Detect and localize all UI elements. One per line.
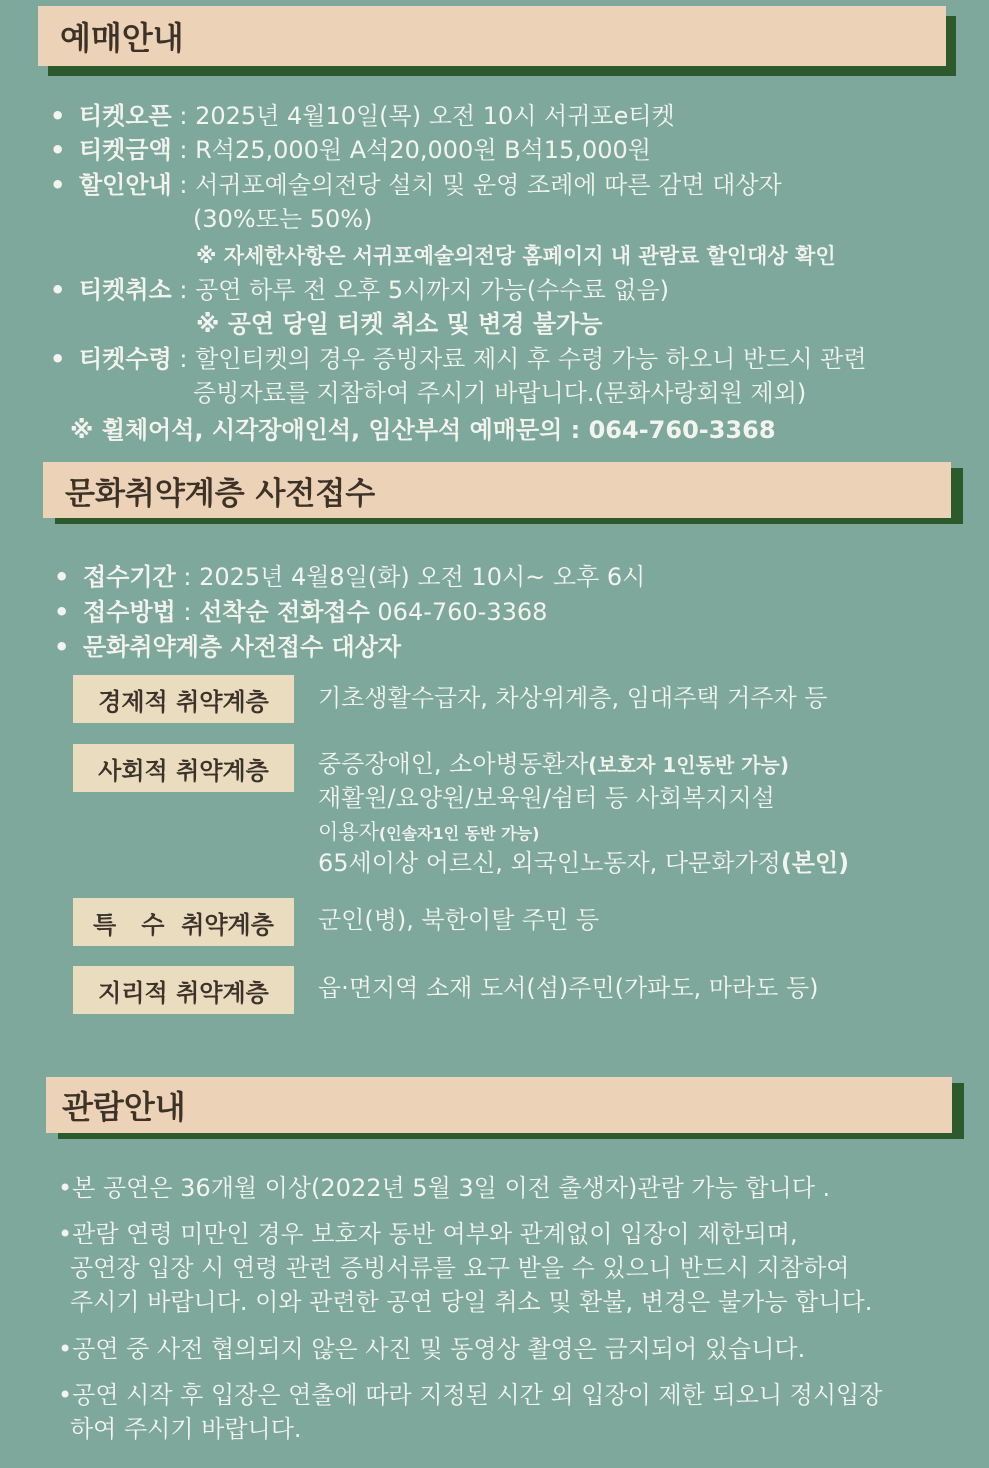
label: 접수방법 bbox=[82, 598, 176, 626]
desc-note: (인솔자1인 동반 가능) bbox=[378, 824, 540, 843]
label: 티켓오픈 bbox=[78, 102, 172, 130]
period-line bbox=[54, 560, 645, 594]
desc-note: (보호자 1인동반 가능) bbox=[588, 753, 789, 777]
section-header-ticketing bbox=[38, 6, 946, 66]
phone: 064-760-3368 bbox=[377, 598, 548, 626]
ticket-price-line bbox=[50, 133, 651, 167]
viewing-item-4: •공연 시작 후 입장은 연출에 따라 지정된 시간 외 입장이 제한 되오니 정시입장 bbox=[58, 1381, 883, 1409]
category-tag-geographic: 지리적 취약계층 bbox=[73, 966, 294, 1014]
special-seat-note: ※ 휠체어석, 시각장애인석, 임산부석 예매문의 : 064-760-3368 bbox=[70, 416, 776, 444]
value: : 2025년 4월10일(목) 오전 10시 서귀포e티켓 bbox=[179, 102, 675, 130]
value: : 2025년 4월8일(화) 오전 10시~ 오후 6시 bbox=[183, 563, 646, 591]
discount-line-2: (30%또는 50%) bbox=[193, 205, 373, 233]
category-desc-special: 군인(병), 북한이탈 주민 등 bbox=[318, 906, 600, 934]
bullet: • bbox=[54, 633, 70, 661]
ticket-open-line bbox=[50, 99, 675, 133]
bullet: • bbox=[50, 136, 66, 164]
viewing-item-2: •관람 연령 미만인 경우 보호자 동반 여부와 관계없이 입장이 제한되며, bbox=[58, 1220, 798, 1248]
section-title: 문화취약계층 사전접수 bbox=[65, 475, 376, 512]
value: : 할인티켓의 경우 증빙자료 제시 후 수령 가능 하오니 반드시 관련 bbox=[179, 345, 867, 373]
label: 티켓수령 bbox=[78, 345, 172, 373]
viewing-item-2-cont: 주시기 바랍니다. 이와 관련한 공연 당일 취소 및 환불, 변경은 불가능 합니다. bbox=[70, 1288, 873, 1316]
label: 티켓금액 bbox=[78, 136, 172, 164]
label: 티켓취소 bbox=[78, 276, 172, 304]
value: 선착순 전화접수 bbox=[199, 598, 370, 626]
category-desc-social-3 bbox=[318, 816, 539, 850]
method-line bbox=[54, 595, 547, 629]
label: 할인안내 bbox=[78, 171, 172, 199]
category-tag-special: 특 수 취약계층 bbox=[73, 898, 294, 946]
bullet: • bbox=[50, 171, 66, 199]
bullet: • bbox=[50, 345, 66, 373]
category-desc-economic: 기초생활수급자, 차상위계층, 임대주택 거주자 등 bbox=[318, 684, 828, 712]
receive-line-2: 증빙자료를 지참하여 주시기 바랍니다.(문화사랑회원 제외) bbox=[193, 379, 807, 407]
category-tag-social: 사회적 취약계층 bbox=[73, 744, 294, 792]
desc-text: 이용자 bbox=[318, 820, 379, 844]
value: : 공연 하루 전 오후 5시까지 가능(수수료 없음) bbox=[179, 276, 669, 304]
section-header-viewing bbox=[46, 1077, 952, 1133]
discount-note: ※ 자세한사항은 서귀포예술의전당 홈페이지 내 관람료 할인대상 확인 bbox=[196, 244, 836, 268]
section-title: 관람안내 bbox=[62, 1088, 186, 1126]
bullet: • bbox=[54, 598, 70, 626]
desc-note: (본인) bbox=[780, 849, 850, 877]
receive-line bbox=[50, 342, 867, 376]
category-desc-geographic: 읍·면지역 소재 도서(섬)주민(가파도, 마라도 등) bbox=[318, 974, 819, 1002]
bullet: • bbox=[50, 102, 66, 130]
cancel-line bbox=[50, 273, 669, 307]
category-desc-social-2: 재활원/요양원/보육원/쉼터 등 사회복지지설 bbox=[318, 784, 775, 812]
viewing-item-2-cont: 공연장 입장 시 연령 관련 증빙서류를 요구 받을 수 있으니 반드시 지참하여 bbox=[70, 1254, 850, 1282]
desc-text: 중증장애인, 소아병동환자 bbox=[318, 750, 589, 778]
bullet: • bbox=[54, 563, 70, 591]
separator: : bbox=[183, 598, 192, 626]
viewing-item-3: •공연 중 사전 협의되지 않은 사진 및 동영상 촬영은 금지되어 있습니다. bbox=[58, 1335, 806, 1363]
category-tag-economic: 경제적 취약계층 bbox=[73, 675, 294, 723]
section-title: 예매안내 bbox=[60, 19, 184, 57]
cancel-note: ※ 공연 당일 티켓 취소 및 변경 불가능 bbox=[196, 310, 603, 338]
label: 접수기간 bbox=[82, 563, 176, 591]
label: 문화취약계층 사전접수 대상자 bbox=[82, 633, 402, 661]
desc-text: 65세이상 어르신, 외국인노동자, 다문화가정 bbox=[318, 849, 781, 877]
category-desc-social-1 bbox=[318, 748, 789, 782]
section-header-vulnerable bbox=[43, 462, 951, 518]
viewing-item-1: •본 공연은 36개월 이상(2022년 5월 3일 이전 출생자)관람 가능 합니다 . bbox=[58, 1174, 831, 1202]
value: : R석25,000원 A석20,000원 B석15,000원 bbox=[179, 136, 651, 164]
viewing-item-4-cont: 하여 주시기 바랍니다. bbox=[70, 1415, 302, 1443]
bullet: • bbox=[50, 276, 66, 304]
discount-line bbox=[50, 168, 782, 202]
value: : 서귀포예술의전당 설치 및 운영 조례에 따른 감면 대상자 bbox=[179, 171, 782, 199]
target-line bbox=[54, 630, 401, 664]
category-desc-social-4 bbox=[318, 847, 849, 880]
